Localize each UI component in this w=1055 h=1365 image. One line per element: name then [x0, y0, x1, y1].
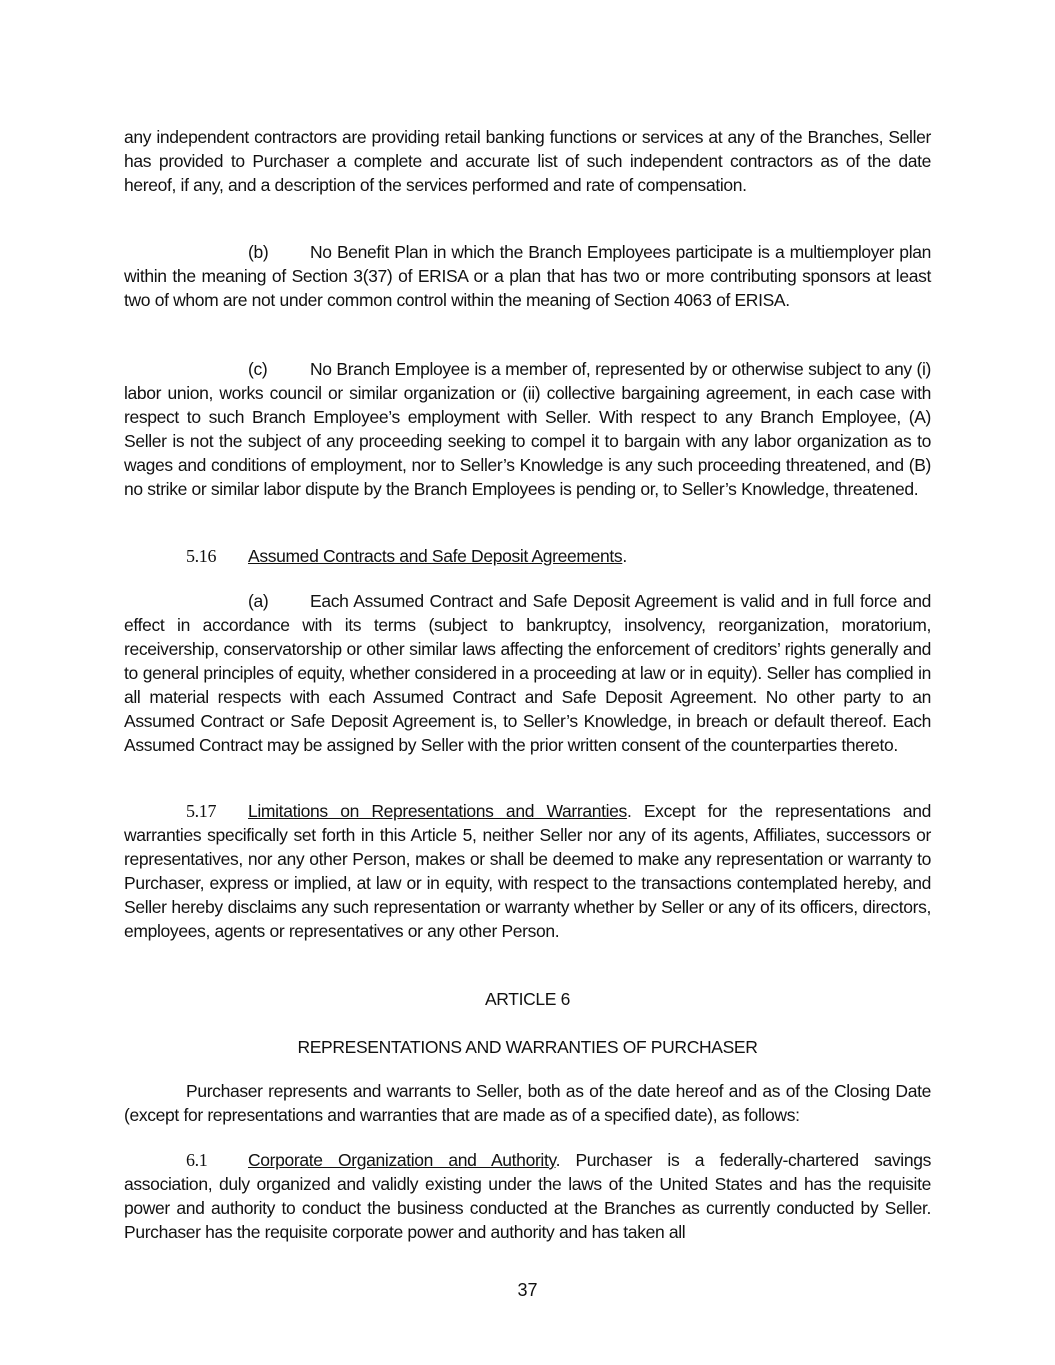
- paragraph-text: Purchaser represents and warrants to Seller, both as of the date hereof and as of the Closing Date (except for representations and warranties that are made as of a specified date), as follows:: [124, 1081, 931, 1125]
- section-number: 5.17: [186, 801, 217, 821]
- section-title: Assumed Contracts and Safe Deposit Agreements: [248, 546, 623, 566]
- paragraph-continued: [124, 125, 931, 197]
- paragraph-text: any independent contractors are providing retail banking functions or services at any of the Branches, Seller has provided to Purchaser a complete and accurate list of such independent contractors as of the date hereof, if any, and a description of the services performed and rate of compensation.: [124, 127, 931, 195]
- paragraph-5-16-a: [124, 589, 931, 757]
- section-number: 6.1: [186, 1150, 208, 1170]
- paragraph-c: [124, 357, 931, 501]
- section-title-period: .: [622, 546, 627, 566]
- section-6-1: [124, 1148, 931, 1244]
- paragraph-label: (a): [248, 591, 269, 611]
- paragraph-text: Each Assumed Contract and Safe Deposit Agreement is valid and in full force and effect in accordance with its terms (subject to bankruptcy, insolvency, reorganization, moratorium, receivership, conservatorship or other similar laws affecting the enforcement of creditors’ rights generally and to general principles of equity, whether considered in a proceeding at law or in equity). Seller has complied in all material respects with each Assumed Contract and Safe Deposit Agreement. No other party to an Assumed Contract or Safe Deposit Agreement is, to Seller’s Knowledge, in breach or default thereof. Each Assumed Contract may be assigned by Seller with the prior written consent of the counterparties thereto.: [124, 591, 931, 755]
- paragraph-text: No Branch Employee is a member of, represented by or otherwise subject to any (i) labor union, works council or similar organization or (ii) collective bargaining agreement, in each case with respect to such Branch Employee’s employment with Seller. With respect to any Branch Employee, (A) Seller is not the subject of any proceeding seeking to compel it to bargain with any labor organization as to wages and conditions of employment, nor to Seller’s Knowledge is any such proceeding threatened, and (B) no strike or similar labor dispute by the Branch Employees is pending or, to Seller’s Knowledge, threatened.: [124, 359, 931, 499]
- paragraph-label: (c): [248, 359, 268, 379]
- section-number: 5.16: [186, 546, 217, 566]
- article-intro: [124, 1079, 931, 1127]
- page-number: 37: [517, 1280, 538, 1300]
- article-heading: ARTICLE 6: [484, 989, 571, 1009]
- paragraph-text: . Except for the representations and warranties specifically set forth in this Article 5, neither Seller nor any of its agents, Affiliates, successors or representatives, nor any other Person, makes or shall be deemed to make any representation or warranty to Purchaser, express or implied, at law or in equity, with respect to the transactions contemplated hereby, and Seller hereby disclaims any such representation or warranty whether by Seller or any of its officers, directors, employees, agents or representatives or any other Person.: [124, 801, 931, 941]
- article-title: REPRESENTATIONS AND WARRANTIES OF PURCHASER: [297, 1037, 758, 1057]
- section-5-17: [124, 799, 931, 943]
- paragraph-label: (b): [248, 242, 269, 262]
- section-title: Corporate Organization and Authority: [248, 1150, 556, 1170]
- paragraph-b: [124, 240, 931, 312]
- paragraph-text: No Benefit Plan in which the Branch Employees participate is a multiemployer plan within the meaning of Section 3(37) of ERISA or a plan that has two or more contributing sponsors at least two of whom are not under common control within the meaning of Section 4063 of ERISA.: [124, 242, 931, 310]
- paragraph-text: . Purchaser is a federally-chartered savings association, duly organized and validly existing under the laws of the United States and has the requisite power and authority to conduct the business conducted at the Branches as currently conducted by Seller. Purchaser has the requisite corporate power and authority and has taken all: [124, 1150, 931, 1242]
- section-heading-5-16: [124, 544, 931, 568]
- section-title: Limitations on Representations and Warranties: [248, 801, 627, 821]
